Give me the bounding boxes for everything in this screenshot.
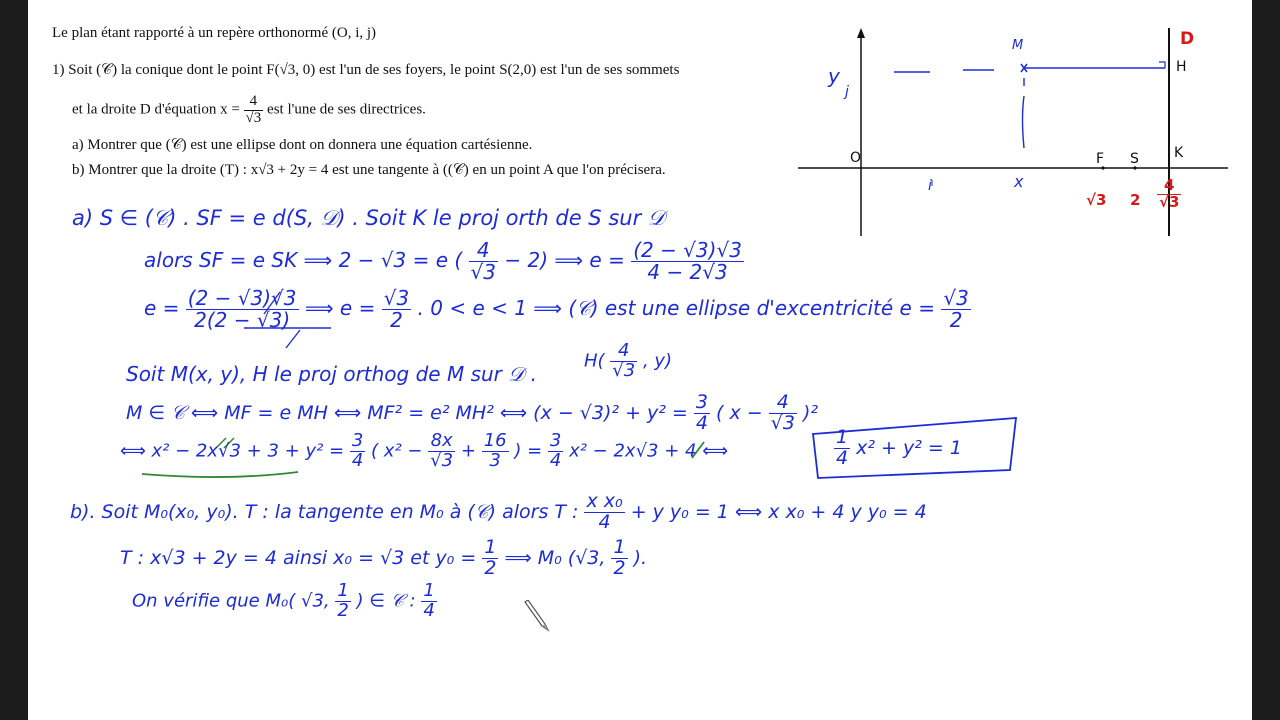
dashed-x-level: [1023, 96, 1025, 148]
cancel-mark-2: [286, 330, 300, 348]
printed-directrix-post: est l'une de ses directrices.: [267, 101, 426, 118]
hw-l6-a: ⟺ x² − 2x√3 + 3 + y² =: [120, 440, 345, 462]
hw-l9-frac2: [421, 582, 436, 621]
frac-den: 4: [351, 449, 364, 471]
hw-l2-left: alors SF = e SK ⟹ 2 − √3 = e (: [144, 248, 463, 272]
label-k: K: [1174, 145, 1184, 161]
hw-l5-main: M ∈ 𝒞 ⟺ MF = e MH ⟺ MF² = e² MH² ⟺ (x − √3)² + y² =: [126, 401, 688, 424]
hw-l9-b: ) ∈ 𝒞 :: [356, 590, 416, 612]
label-x: x: [1014, 172, 1024, 191]
printed-line-intro: Le plan étant rapporté à un repère orthonormé (O, i, j): [52, 25, 377, 41]
frac-num: x x₀: [586, 490, 623, 512]
hw-l7-frac: [584, 492, 624, 533]
frac-den: 3: [489, 449, 501, 471]
frac-num: 4: [469, 240, 498, 262]
hw-line-a4: Soit M(x, y), H le proj orthog de M sur 𝒟 .: [126, 362, 537, 386]
frac-num: 3: [549, 430, 562, 451]
frac-den: 4: [423, 599, 435, 621]
hw-l5-end: ( x −: [716, 401, 763, 424]
frac-den: 2: [390, 308, 403, 332]
label-f: F: [1096, 151, 1105, 167]
label-s: S: [1130, 151, 1139, 167]
hw-h-frac: [610, 342, 637, 381]
y-axis-arrow: [857, 28, 865, 38]
frac-num: 16: [483, 430, 507, 451]
hw-l2-frac: [469, 240, 498, 283]
green-underline-left: [142, 472, 298, 477]
hw-l6-frac4: [548, 432, 563, 471]
hw-line-a5: [126, 393, 818, 434]
hw-line-b2: [120, 538, 647, 579]
frac-num: 1: [836, 426, 849, 448]
frac-den: √3: [612, 359, 636, 381]
frac-den: 4: [549, 449, 562, 471]
hw-l9-a: On vérifie que M₀( √3,: [132, 590, 330, 612]
frac-den: √3: [430, 449, 454, 471]
dashed-y-level: [894, 70, 994, 72]
hw-l8-frac2: [611, 538, 627, 579]
hw-l6-frac3: [482, 432, 509, 471]
hw-l2-result: [631, 240, 744, 283]
hw-l3-frac3: [941, 288, 970, 331]
frac-num: 1: [337, 580, 349, 601]
right-angle-mark: [1159, 62, 1165, 68]
hw-l5-frac1: [694, 393, 710, 434]
hw-l7-b: + y y₀ = 1 ⟺ x x₀ + 4 y y₀ = 4: [630, 500, 927, 523]
printed-line-1: 1) Soit (𝒞) la conique dont le point F(√3, 0) est l'un de ses foyers, le point S(2,0) est l'un de ses sommets: [52, 62, 680, 78]
frac-den: √3: [470, 260, 497, 284]
hw-ellipse-equation: [834, 428, 962, 469]
hw-l6-b: ( x² −: [371, 440, 423, 462]
frac-num: (2 − √3)√3: [187, 286, 297, 310]
pen-cursor-icon[interactable]: [522, 600, 552, 640]
hw-h-close: , y): [642, 350, 673, 372]
printed-question-a: a) Montrer que (𝒞) est une ellipse dont on donnera une équation cartésienne.: [72, 137, 533, 153]
tick-label-sqrt3: √3: [1086, 191, 1107, 209]
hw-line-b1: [70, 492, 927, 533]
frac-den: 4: [695, 411, 708, 434]
hw-l8-c: ).: [633, 546, 648, 569]
hw-l7-a: b). Soit M₀(x₀, y₀). T : la tangente en M₀ à (𝒞) alors T :: [70, 500, 579, 523]
frac-den: 2(2 − √3): [194, 308, 291, 332]
frac-num: 4: [1157, 178, 1181, 195]
hw-l3-mid: ⟹ e =: [304, 296, 376, 320]
hw-l5-close: )²: [802, 401, 819, 424]
frac-num: √3: [943, 286, 969, 310]
frac-num: 8x: [428, 432, 455, 452]
label-h: H: [1176, 59, 1187, 75]
hw-line-a6: [120, 432, 728, 471]
hw-l6-frac2: [428, 432, 455, 471]
hw-l2-mid: − 2) ⟹ e =: [504, 248, 625, 272]
label-i: i: [928, 178, 932, 194]
frac-num: 4: [610, 342, 637, 362]
frac-den: √3: [1159, 192, 1180, 211]
label-o: O: [850, 150, 862, 166]
hw-h-open: H(: [584, 350, 605, 372]
frac-den: 2: [613, 556, 626, 579]
label-directrix-d: D: [1180, 29, 1195, 49]
document-page: [28, 0, 1252, 720]
hw-l3-frac1: [186, 288, 299, 331]
label-j: j: [845, 84, 849, 100]
hw-line-a1: a) S ∈ (𝒞) . SF = e d(S, 𝒟) . Soit K le proj orth de S sur 𝒟: [72, 206, 665, 230]
frac-num: 4: [244, 94, 264, 111]
frac-num: 1: [423, 580, 435, 601]
tick-label-2: 2: [1130, 191, 1141, 209]
frac-num: √3: [383, 286, 410, 310]
frac-num: 4: [769, 393, 797, 414]
hw-l6-frac1: [350, 432, 365, 471]
hw-l9-frac1: [335, 582, 350, 621]
hw-line-b3: [132, 582, 437, 621]
frac-den: 2: [337, 599, 349, 621]
label-y: y: [828, 64, 840, 88]
frac-num: 3: [351, 430, 364, 451]
frac-den: 4: [598, 510, 611, 533]
frac-4-sqrt3: [1157, 178, 1181, 211]
frac-den: 2: [484, 556, 497, 579]
hw-point-h: [584, 342, 672, 381]
hw-l3-frac2: [382, 288, 411, 331]
hw-l6-e: x² − 2x√3 + 4 ⟺: [569, 440, 729, 462]
frac-num: 3: [695, 391, 708, 413]
hw-line-a3: [144, 288, 971, 331]
hw-l6-c: +: [460, 440, 476, 462]
hw-l8-a: T : x√3 + 2y = 4 ainsi x₀ = √3 et y₀ =: [120, 546, 477, 569]
hw-l3-left: e =: [144, 296, 180, 320]
hw-l6-frac5: [834, 428, 850, 469]
printed-directrix-pre: et la droite D d'équation x =: [72, 101, 240, 118]
frac-den: √3: [770, 411, 795, 434]
frac-den: 2: [949, 308, 963, 332]
hw-l8-b: ⟹ M₀ (√3,: [504, 546, 606, 569]
hw-l6-d: ) =: [514, 440, 543, 462]
frac-num: 1: [613, 536, 626, 558]
hw-l5-frac2: [769, 393, 797, 434]
frac-num: 1: [484, 536, 497, 558]
hw-line-a2: [144, 240, 744, 283]
frac-den: 4: [836, 446, 849, 469]
label-m: M: [1012, 38, 1024, 53]
tick-label-4-over-sqrt3: [1157, 178, 1181, 211]
frac-den: 4 − 2√3: [647, 260, 728, 284]
frac-den: √3: [245, 109, 262, 126]
frac-num: (2 − √3)√3: [633, 238, 742, 262]
printed-question-b: b) Montrer que la droite (T) : x√3 + 2y = 4 est une tangente à ((𝒞) en un point A que l'on précisera.: [72, 162, 666, 178]
hw-l8-frac1: [482, 538, 498, 579]
hw-l3-right: . 0 < e < 1 ⟹ (𝒞) est une ellipse d'excentricité e =: [417, 296, 935, 320]
hw-l6-f: x² + y² = 1: [856, 436, 962, 459]
